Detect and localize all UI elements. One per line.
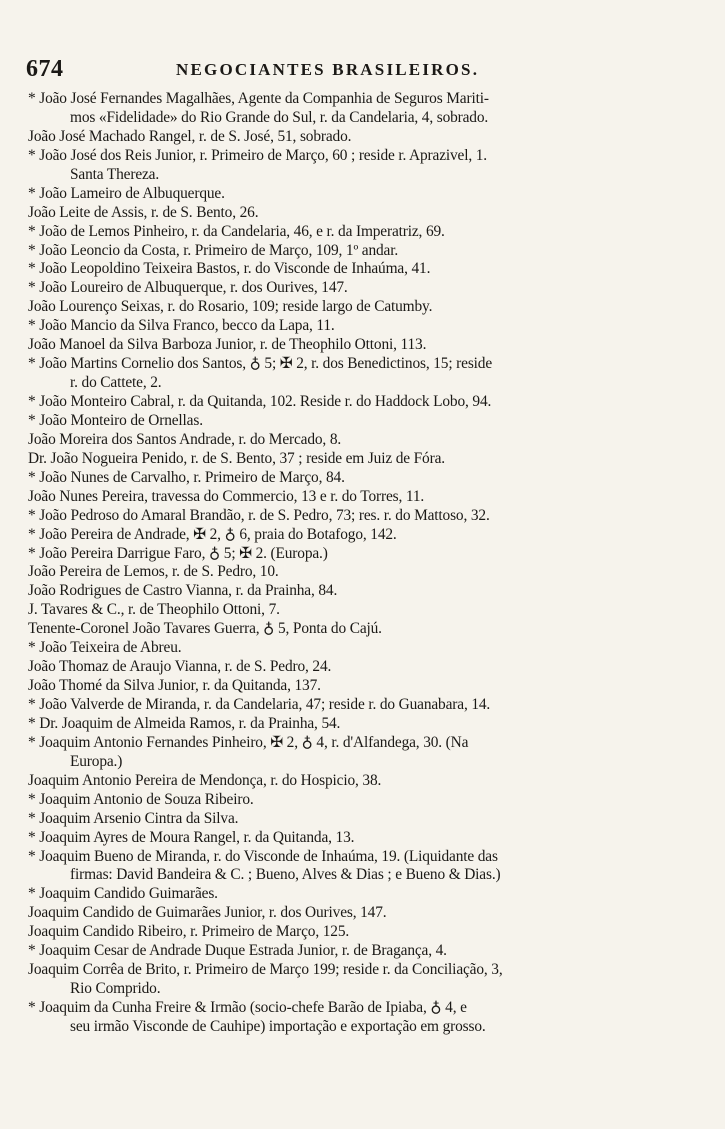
entry-line: * Joaquim Cesar de Andrade Duque Estrada Junior, r. de Bragança, 4.	[28, 942, 447, 960]
entry-line: * João José Fernandes Magalhães, Agente da Companhia de Seguros Mariti-	[28, 90, 489, 107]
entry-line: * João Leopoldino Teixeira Bastos, r. do Visconde de Inhaúma, 41.	[28, 260, 431, 278]
entry-continuation-line: r. do Cattete, 2.	[70, 374, 162, 392]
entry-line: Joaquim Candido de Guimarães Junior, r. dos Ourives, 147.	[28, 904, 387, 922]
entry-line: * João de Lemos Pinheiro, r. da Candelaria, 46, e r. da Imperatriz, 69.	[28, 222, 445, 240]
entry-line: João Pereira de Lemos, r. de S. Pedro, 10.	[28, 563, 279, 581]
entry-line: * João Martins Cornelio dos Santos, ♁ 5; ✠ 2, r. dos Benedictinos, 15; reside	[28, 355, 493, 373]
entry-line: * João Valverde de Miranda, r. da Candelaria, 47; reside r. do Guanabara, 14.	[28, 696, 491, 713]
entry-line: Joaquim Corrêa de Brito, r. Primeiro de Março 199; reside r. da Conciliação, 3,	[28, 961, 503, 979]
entry-line: João Manoel da Silva Barboza Junior, r. de Theophilo Ottoni, 113.	[28, 336, 427, 354]
entry-line: * João Loureiro de Albuquerque, r. dos Ourives, 147.	[28, 279, 348, 297]
entry-line: João Thomé da Silva Junior, r. da Quitanda, 137.	[28, 677, 321, 695]
entry-line: Joaquim Antonio Pereira de Mendonça, r. do Hospicio, 38.	[28, 771, 382, 789]
entry-line: * João Teixeira de Abreu.	[28, 639, 182, 657]
entry-line: Dr. João Nogueira Penido, r. de S. Bento, 37 ; reside em Juiz de Fóra.	[28, 449, 445, 467]
entry-line: * Joaquim Antonio de Souza Ribeiro.	[28, 790, 254, 808]
entry-continuation-line: Santa Thereza.	[70, 165, 160, 183]
entry-line: * João Monteiro Cabral, r. da Quitanda, 102. Reside r. do Haddock Lobo, 94.	[28, 393, 492, 410]
entry-line: * Joaquim Candido Guimarães.	[28, 885, 218, 903]
entry-line: * Joaquim Ayres de Moura Rangel, r. da Quitanda, 13.	[28, 828, 355, 846]
entry-continuation-line: seu irmão Visconde de Cauhipe) importação e exportação em grosso.	[70, 1017, 486, 1035]
entry-line: * Dr. Joaquim de Almeida Ramos, r. da Prainha, 54.	[28, 714, 341, 732]
entry-line: João Lourenço Seixas, r. do Rosario, 109; reside largo de Catumby.	[28, 298, 433, 316]
entry-line: J. Tavares & C., r. de Theophilo Ottoni, 7.	[28, 601, 280, 619]
entry-line: * João Monteiro de Ornellas.	[28, 411, 203, 429]
entry-continuation-line: mos «Fidelidade» do Rio Grande do Sul, r. da Candelaria, 4, sobrado.	[70, 108, 489, 126]
directory-entries	[28, 90, 698, 1037]
entry-line: * João Lameiro de Albuquerque.	[28, 184, 225, 202]
page-number: 674	[26, 56, 64, 82]
entry-line: Joaquim Candido Ribeiro, r. Primeiro de Março, 125.	[28, 923, 350, 941]
entry-line: João Moreira dos Santos Andrade, r. do Mercado, 8.	[28, 430, 342, 448]
entry-line: * Joaquim Bueno de Miranda, r. do Visconde de Inhaúma, 19. (Liquidante das	[28, 847, 498, 865]
entry-line: * Joaquim Arsenio Cintra da Silva.	[28, 809, 239, 827]
entry-line: João Nunes Pereira, travessa do Commercio, 13 e r. do Torres, 11.	[28, 487, 425, 505]
entry-continuation-line: Rio Comprido.	[70, 980, 161, 998]
entry-line: * João Leoncio da Costa, r. Primeiro de Março, 109, 1º andar.	[28, 241, 399, 259]
running-title: NEGOCIANTES BRASILEIROS.	[176, 60, 480, 79]
entry-line: * João Mancio da Silva Franco, becco da Lapa, 11.	[28, 317, 335, 335]
entry-line: * Joaquim Antonio Fernandes Pinheiro, ✠ 2, ♁ 4, r. d'Alfandega, 30. (Na	[28, 733, 469, 751]
entry-line: * João Pereira de Andrade, ✠ 2, ♁ 6, praia do Botafogo, 142.	[28, 525, 397, 543]
entry-continuation-line: firmas: David Bandeira & C. ; Bueno, Alves & Dias ; e Bueno & Dias.)	[70, 866, 501, 884]
entry-line: João Leite de Assis, r. de S. Bento, 26.	[28, 203, 259, 221]
entry-line: * João José dos Reis Junior, r. Primeiro de Março, 60 ; reside r. Aprazivel, 1.	[28, 146, 488, 164]
entry-line: * João Pereira Darrigue Faro, ♁ 5; ✠ 2. (Europa.)	[28, 544, 328, 562]
entry-line: João Rodrigues de Castro Vianna, r. da Prainha, 84.	[28, 582, 338, 600]
entry-continuation-line: Europa.)	[70, 752, 123, 770]
entry-line: João Thomaz de Araujo Vianna, r. de S. Pedro, 24.	[28, 658, 332, 676]
entry-line: João José Machado Rangel, r. de S. José, 51, sobrado.	[28, 127, 352, 145]
page-header	[26, 56, 686, 84]
entry-line: * João Pedroso do Amaral Brandão, r. de S. Pedro, 73; res. r. do Mattoso, 32.	[28, 506, 490, 524]
entry-line: * Joaquim da Cunha Freire & Irmão (socio-chefe Barão de Ipiaba, ♁ 4, e	[28, 999, 467, 1016]
entry-line: * João Nunes de Carvalho, r. Primeiro de Março, 84.	[28, 468, 345, 486]
entry-line: Tenente-Coronel João Tavares Guerra, ♁ 5, Ponta do Cajú.	[28, 620, 382, 638]
